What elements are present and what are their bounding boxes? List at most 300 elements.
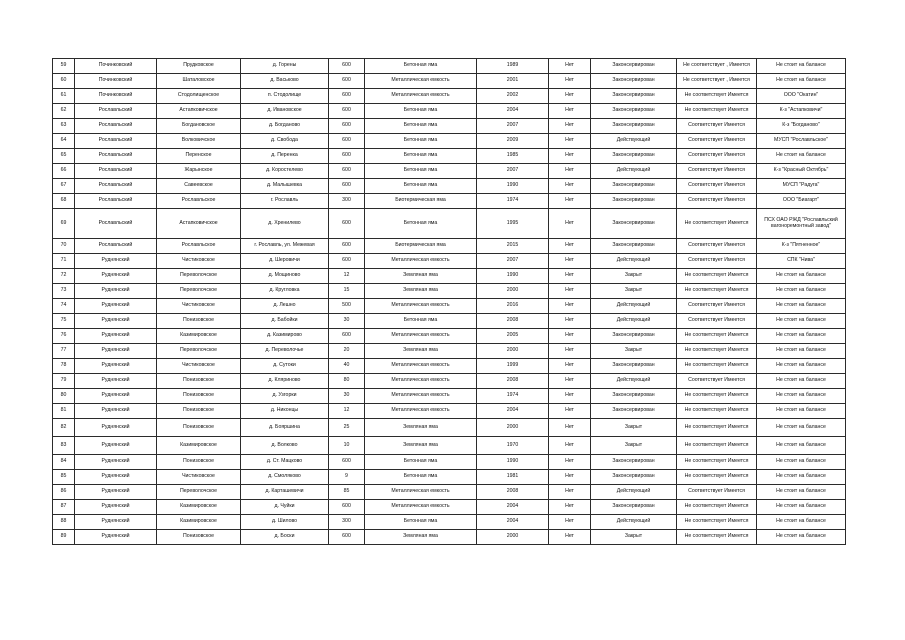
locality-cell: д. Кругловка xyxy=(241,284,329,299)
year-cell: 2004 xyxy=(477,104,549,119)
table-row xyxy=(53,485,846,500)
table-row xyxy=(53,284,846,299)
locality-cell: д. Сутоки xyxy=(241,359,329,374)
compliance-cell: Не соответствует Имеется xyxy=(677,470,757,485)
compliance-cell: Не соответствует , Имеется xyxy=(677,74,757,89)
year-cell: 2000 xyxy=(477,419,549,437)
compliance-cell: Соответствует Имеется xyxy=(677,314,757,329)
status-cell: Закрыт xyxy=(591,419,677,437)
owner-cell: Не стоит на балансе xyxy=(757,374,846,389)
owner-cell: ПСХ ОАО РЖД "Рославльский вагоноремонтный завод" xyxy=(757,209,846,239)
locality-cell: д. Мощиново xyxy=(241,269,329,284)
flag-cell: Нет xyxy=(549,269,591,284)
owner-cell: Не стоит на балансе xyxy=(757,284,846,299)
row-number: 69 xyxy=(53,209,75,239)
type-cell: Бетонная яма xyxy=(365,179,477,194)
settlement-cell: Стодолищенское xyxy=(157,89,241,104)
locality-cell: д. Волково xyxy=(241,437,329,455)
settlement-cell: Понизовское xyxy=(157,404,241,419)
row-number: 62 xyxy=(53,104,75,119)
flag-cell: Нет xyxy=(549,74,591,89)
settlement-cell: Прудковское xyxy=(157,59,241,74)
year-cell: 2008 xyxy=(477,374,549,389)
district-cell: Руднянский xyxy=(75,389,157,404)
compliance-cell: Не соответствует Имеется xyxy=(677,329,757,344)
type-cell: Земляная яма xyxy=(365,419,477,437)
type-cell: Металлическая емкость xyxy=(365,404,477,419)
locality-cell: д. Васьково xyxy=(241,74,329,89)
flag-cell: Нет xyxy=(549,437,591,455)
settlement-cell: Астапковичское xyxy=(157,209,241,239)
status-cell: Закрыт xyxy=(591,284,677,299)
table-row xyxy=(53,437,846,455)
type-cell: Земляная яма xyxy=(365,344,477,359)
row-number: 77 xyxy=(53,344,75,359)
capacity-cell: 80 xyxy=(329,374,365,389)
owner-cell: Не стоит на балансе xyxy=(757,389,846,404)
flag-cell: Нет xyxy=(549,59,591,74)
district-cell: Руднянский xyxy=(75,284,157,299)
flag-cell: Нет xyxy=(549,485,591,500)
capacity-cell: 9 xyxy=(329,470,365,485)
flag-cell: Нет xyxy=(549,455,591,470)
flag-cell: Нет xyxy=(549,104,591,119)
table-row xyxy=(53,89,846,104)
district-cell: Рославльский xyxy=(75,134,157,149)
district-cell: Руднянский xyxy=(75,314,157,329)
type-cell: Биотермическая яма xyxy=(365,239,477,254)
table-row xyxy=(53,359,846,374)
district-cell: Руднянский xyxy=(75,485,157,500)
capacity-cell: 600 xyxy=(329,59,365,74)
table-row xyxy=(53,119,846,134)
row-number: 81 xyxy=(53,404,75,419)
status-cell: Законсервирован xyxy=(591,179,677,194)
table-row xyxy=(53,59,846,74)
locality-cell: д. Свобода xyxy=(241,134,329,149)
year-cell: 2000 xyxy=(477,284,549,299)
table-row xyxy=(53,149,846,164)
settlement-cell: Астапковичское xyxy=(157,104,241,119)
compliance-cell: Не соответствует Имеется xyxy=(677,500,757,515)
settlement-cell: Рославльское xyxy=(157,194,241,209)
capacity-cell: 600 xyxy=(329,164,365,179)
settlement-cell: Жарынское xyxy=(157,164,241,179)
capacity-cell: 600 xyxy=(329,149,365,164)
status-cell: Законсервирован xyxy=(591,74,677,89)
type-cell: Бетонная яма xyxy=(365,470,477,485)
capacity-cell: 25 xyxy=(329,419,365,437)
status-cell: Закрыт xyxy=(591,437,677,455)
flag-cell: Нет xyxy=(549,530,591,545)
owner-cell: Не стоит на балансе xyxy=(757,470,846,485)
compliance-cell: Соответствует Имеется xyxy=(677,485,757,500)
row-number: 79 xyxy=(53,374,75,389)
status-cell: Закрыт xyxy=(591,530,677,545)
row-number: 78 xyxy=(53,359,75,374)
flag-cell: Нет xyxy=(549,389,591,404)
district-cell: Руднянский xyxy=(75,500,157,515)
status-cell: Законсервирован xyxy=(591,89,677,104)
flag-cell: Нет xyxy=(549,89,591,104)
capacity-cell: 300 xyxy=(329,194,365,209)
table-row xyxy=(53,239,846,254)
table-row xyxy=(53,500,846,515)
row-number: 87 xyxy=(53,500,75,515)
year-cell: 2000 xyxy=(477,530,549,545)
district-cell: Руднянский xyxy=(75,470,157,485)
settlement-cell: Рославльское xyxy=(157,239,241,254)
compliance-cell: Не соответствует Имеется xyxy=(677,419,757,437)
compliance-cell: Соответствует Имеется xyxy=(677,299,757,314)
district-cell: Починковский xyxy=(75,89,157,104)
status-cell: Действующий xyxy=(591,134,677,149)
flag-cell: Нет xyxy=(549,119,591,134)
owner-cell: Не стоит на балансе xyxy=(757,59,846,74)
row-number: 59 xyxy=(53,59,75,74)
capacity-cell: 600 xyxy=(329,530,365,545)
capacity-cell: 30 xyxy=(329,314,365,329)
compliance-cell: Не соответствует Имеется xyxy=(677,530,757,545)
year-cell: 1990 xyxy=(477,455,549,470)
compliance-cell: Не соответствует Имеется xyxy=(677,359,757,374)
locality-cell: д. Хренилево xyxy=(241,209,329,239)
compliance-cell: Соответствует Имеется xyxy=(677,239,757,254)
locality-cell: д. Шеровичи xyxy=(241,254,329,269)
type-cell: Бетонная яма xyxy=(365,149,477,164)
type-cell: Металлическая емкость xyxy=(365,74,477,89)
settlement-cell: Чистиковское xyxy=(157,470,241,485)
locality-cell: д. Лешно xyxy=(241,299,329,314)
flag-cell: Нет xyxy=(549,419,591,437)
locality-cell: г. Рославль, ул. Межевая xyxy=(241,239,329,254)
owner-cell: Не стоит на балансе xyxy=(757,344,846,359)
district-cell: Рославльский xyxy=(75,149,157,164)
year-cell: 2008 xyxy=(477,314,549,329)
table-row xyxy=(53,329,846,344)
status-cell: Законсервирован xyxy=(591,209,677,239)
type-cell: Бетонная яма xyxy=(365,104,477,119)
capacity-cell: 20 xyxy=(329,344,365,359)
district-cell: Руднянский xyxy=(75,419,157,437)
settlement-cell: Понизовское xyxy=(157,530,241,545)
status-cell: Законсервирован xyxy=(591,104,677,119)
flag-cell: Нет xyxy=(549,284,591,299)
type-cell: Металлическая емкость xyxy=(365,89,477,104)
district-cell: Руднянский xyxy=(75,329,157,344)
flag-cell: Нет xyxy=(549,404,591,419)
settlement-cell: Казимировское xyxy=(157,500,241,515)
capacity-cell: 85 xyxy=(329,485,365,500)
table-row xyxy=(53,419,846,437)
owner-cell: Не стоит на балансе xyxy=(757,404,846,419)
table-row xyxy=(53,134,846,149)
table-row xyxy=(53,344,846,359)
type-cell: Бетонная яма xyxy=(365,209,477,239)
row-number: 82 xyxy=(53,419,75,437)
table-row xyxy=(53,389,846,404)
type-cell: Бетонная яма xyxy=(365,134,477,149)
row-number: 65 xyxy=(53,149,75,164)
flag-cell: Нет xyxy=(549,500,591,515)
compliance-cell: Не соответствует Имеется xyxy=(677,209,757,239)
capacity-cell: 12 xyxy=(329,404,365,419)
flag-cell: Нет xyxy=(549,329,591,344)
district-cell: Руднянский xyxy=(75,374,157,389)
capacity-cell: 600 xyxy=(329,119,365,134)
table-row xyxy=(53,179,846,194)
capacity-cell: 30 xyxy=(329,389,365,404)
status-cell: Законсервирован xyxy=(591,470,677,485)
row-number: 85 xyxy=(53,470,75,485)
status-cell: Законсервирован xyxy=(591,500,677,515)
type-cell: Биотермическая яма xyxy=(365,194,477,209)
row-number: 73 xyxy=(53,284,75,299)
table-body xyxy=(53,59,846,545)
compliance-cell: Не соответствует Имеется xyxy=(677,284,757,299)
year-cell: 1999 xyxy=(477,359,549,374)
row-number: 61 xyxy=(53,89,75,104)
owner-cell: Не стоит на балансе xyxy=(757,359,846,374)
status-cell: Законсервирован xyxy=(591,329,677,344)
compliance-cell: Соответствует Имеется xyxy=(677,194,757,209)
compliance-cell: Соответствует Имеется xyxy=(677,149,757,164)
capacity-cell: 40 xyxy=(329,359,365,374)
capacity-cell: 600 xyxy=(329,329,365,344)
district-cell: Руднянский xyxy=(75,299,157,314)
capacity-cell: 600 xyxy=(329,239,365,254)
table-row xyxy=(53,209,846,239)
owner-cell: СПК "Нива" xyxy=(757,254,846,269)
settlement-cell: Шаталовское xyxy=(157,74,241,89)
district-cell: Руднянский xyxy=(75,515,157,530)
flag-cell: Нет xyxy=(549,179,591,194)
district-cell: Рославльский xyxy=(75,239,157,254)
flag-cell: Нет xyxy=(549,344,591,359)
row-number: 86 xyxy=(53,485,75,500)
year-cell: 2004 xyxy=(477,500,549,515)
year-cell: 2004 xyxy=(477,404,549,419)
settlement-cell: Понизовское xyxy=(157,374,241,389)
status-cell: Законсервирован xyxy=(591,404,677,419)
type-cell: Металлическая емкость xyxy=(365,485,477,500)
owner-cell: Не стоит на балансе xyxy=(757,530,846,545)
type-cell: Бетонная яма xyxy=(365,119,477,134)
row-number: 88 xyxy=(53,515,75,530)
locality-cell: д. Чуйки xyxy=(241,500,329,515)
settlement-cell: Перенское xyxy=(157,149,241,164)
row-number: 84 xyxy=(53,455,75,470)
compliance-cell: Соответствует Имеется xyxy=(677,374,757,389)
year-cell: 1995 xyxy=(477,209,549,239)
district-cell: Руднянский xyxy=(75,344,157,359)
owner-cell: К-з "Пятненное" xyxy=(757,239,846,254)
capacity-cell: 600 xyxy=(329,179,365,194)
settlement-cell: Чистиковское xyxy=(157,299,241,314)
district-cell: Рославльский xyxy=(75,179,157,194)
owner-cell: МУСП "Рославльское" xyxy=(757,134,846,149)
capacity-cell: 600 xyxy=(329,74,365,89)
locality-cell: д. Коростелево xyxy=(241,164,329,179)
owner-cell: Не стоит на балансе xyxy=(757,437,846,455)
year-cell: 1990 xyxy=(477,179,549,194)
locality-cell: д. Карташевичи xyxy=(241,485,329,500)
owner-cell: К-з "Астапковичи" xyxy=(757,104,846,119)
status-cell: Закрыт xyxy=(591,269,677,284)
table-row xyxy=(53,314,846,329)
flag-cell: Нет xyxy=(549,374,591,389)
table-row xyxy=(53,404,846,419)
settlement-cell: Волковичское xyxy=(157,134,241,149)
row-number: 66 xyxy=(53,164,75,179)
table-row xyxy=(53,74,846,89)
locality-cell: д. Малышевка xyxy=(241,179,329,194)
capacity-cell: 600 xyxy=(329,134,365,149)
status-cell: Законсервирован xyxy=(591,455,677,470)
compliance-cell: Не соответствует , Имеется xyxy=(677,59,757,74)
locality-cell: д. Кляриново xyxy=(241,374,329,389)
row-number: 72 xyxy=(53,269,75,284)
year-cell: 2007 xyxy=(477,254,549,269)
year-cell: 1974 xyxy=(477,194,549,209)
type-cell: Земляная яма xyxy=(365,284,477,299)
flag-cell: Нет xyxy=(549,164,591,179)
flag-cell: Нет xyxy=(549,134,591,149)
capacity-cell: 10 xyxy=(329,437,365,455)
locality-cell: д. Ивановское xyxy=(241,104,329,119)
district-cell: Руднянский xyxy=(75,254,157,269)
row-number: 68 xyxy=(53,194,75,209)
type-cell: Бетонная яма xyxy=(365,515,477,530)
settlement-cell: Богдановское xyxy=(157,119,241,134)
settlement-cell: Казимировское xyxy=(157,515,241,530)
type-cell: Земляная яма xyxy=(365,269,477,284)
year-cell: 2007 xyxy=(477,119,549,134)
type-cell: Металлическая емкость xyxy=(365,389,477,404)
locality-cell: д. Казимирово xyxy=(241,329,329,344)
compliance-cell: Соответствует Имеется xyxy=(677,119,757,134)
table-row xyxy=(53,269,846,284)
type-cell: Земляная яма xyxy=(365,530,477,545)
locality-cell: д. Перенка xyxy=(241,149,329,164)
year-cell: 1989 xyxy=(477,59,549,74)
type-cell: Бетонная яма xyxy=(365,164,477,179)
district-cell: Починковский xyxy=(75,59,157,74)
year-cell: 2008 xyxy=(477,485,549,500)
status-cell: Законсервирован xyxy=(591,119,677,134)
table-row xyxy=(53,254,846,269)
district-cell: Руднянский xyxy=(75,359,157,374)
status-cell: Законсервирован xyxy=(591,149,677,164)
capacity-cell: 600 xyxy=(329,104,365,119)
table-row xyxy=(53,164,846,179)
table-row xyxy=(53,104,846,119)
flag-cell: Нет xyxy=(549,314,591,329)
settlement-cell: Казимировское xyxy=(157,329,241,344)
row-number: 67 xyxy=(53,179,75,194)
status-cell: Действующий xyxy=(591,374,677,389)
row-number: 71 xyxy=(53,254,75,269)
settlement-cell: Понизовское xyxy=(157,455,241,470)
capacity-cell: 300 xyxy=(329,515,365,530)
district-cell: Руднянский xyxy=(75,404,157,419)
status-cell: Законсервирован xyxy=(591,59,677,74)
owner-cell: ООО "Биагарт" xyxy=(757,194,846,209)
settlement-cell: Переволочское xyxy=(157,344,241,359)
locality-cell: д. Никонцы xyxy=(241,404,329,419)
table-row xyxy=(53,470,846,485)
type-cell: Металлическая емкость xyxy=(365,500,477,515)
year-cell: 2005 xyxy=(477,329,549,344)
year-cell: 1974 xyxy=(477,389,549,404)
type-cell: Металлическая емкость xyxy=(365,359,477,374)
row-number: 76 xyxy=(53,329,75,344)
status-cell: Законсервирован xyxy=(591,194,677,209)
compliance-cell: Не соответствует Имеется xyxy=(677,104,757,119)
locality-cell: д. Бабойки xyxy=(241,314,329,329)
type-cell: Металлическая емкость xyxy=(365,329,477,344)
type-cell: Бетонная яма xyxy=(365,59,477,74)
capacity-cell: 600 xyxy=(329,500,365,515)
row-number: 80 xyxy=(53,389,75,404)
locality-cell: д. Узгорки xyxy=(241,389,329,404)
compliance-cell: Не соответствует Имеется xyxy=(677,437,757,455)
owner-cell: Не стоит на балансе xyxy=(757,515,846,530)
status-cell: Действующий xyxy=(591,299,677,314)
year-cell: 1981 xyxy=(477,470,549,485)
table-row xyxy=(53,455,846,470)
status-cell: Действующий xyxy=(591,254,677,269)
owner-cell: К-з "Богданово" xyxy=(757,119,846,134)
locality-cell: д. Ст. Мацково xyxy=(241,455,329,470)
owner-cell: Не стоит на балансе xyxy=(757,74,846,89)
year-cell: 2007 xyxy=(477,164,549,179)
owner-cell: ООО "Окатин" xyxy=(757,89,846,104)
status-cell: Действующий xyxy=(591,164,677,179)
district-cell: Рославльский xyxy=(75,119,157,134)
compliance-cell: Не соответствует Имеется xyxy=(677,389,757,404)
compliance-cell: Не соответствует Имеется xyxy=(677,269,757,284)
settlement-cell: Казимировское xyxy=(157,437,241,455)
row-number: 74 xyxy=(53,299,75,314)
locality-cell: п. Стодолище xyxy=(241,89,329,104)
settlement-cell: Понизовское xyxy=(157,314,241,329)
flag-cell: Нет xyxy=(549,254,591,269)
status-cell: Действующий xyxy=(591,314,677,329)
settlement-cell: Переволочское xyxy=(157,269,241,284)
owner-cell: Не стоит на балансе xyxy=(757,149,846,164)
type-cell: Бетонная яма xyxy=(365,314,477,329)
capacity-cell: 600 xyxy=(329,209,365,239)
status-cell: Закрыт xyxy=(591,344,677,359)
owner-cell: Не стоит на балансе xyxy=(757,500,846,515)
owner-cell: Не стоит на балансе xyxy=(757,299,846,314)
data-table xyxy=(52,58,846,545)
status-cell: Законсервирован xyxy=(591,239,677,254)
compliance-cell: Не соответствует Имеется xyxy=(677,344,757,359)
type-cell: Металлическая емкость xyxy=(365,299,477,314)
compliance-cell: Не соответствует Имеется xyxy=(677,515,757,530)
flag-cell: Нет xyxy=(549,239,591,254)
settlement-cell: Понизовское xyxy=(157,389,241,404)
row-number: 75 xyxy=(53,314,75,329)
owner-cell: Не стоит на балансе xyxy=(757,329,846,344)
compliance-cell: Соответствует Имеется xyxy=(677,164,757,179)
capacity-cell: 600 xyxy=(329,455,365,470)
row-number: 64 xyxy=(53,134,75,149)
locality-cell: д. Богданово xyxy=(241,119,329,134)
district-cell: Рославльский xyxy=(75,194,157,209)
